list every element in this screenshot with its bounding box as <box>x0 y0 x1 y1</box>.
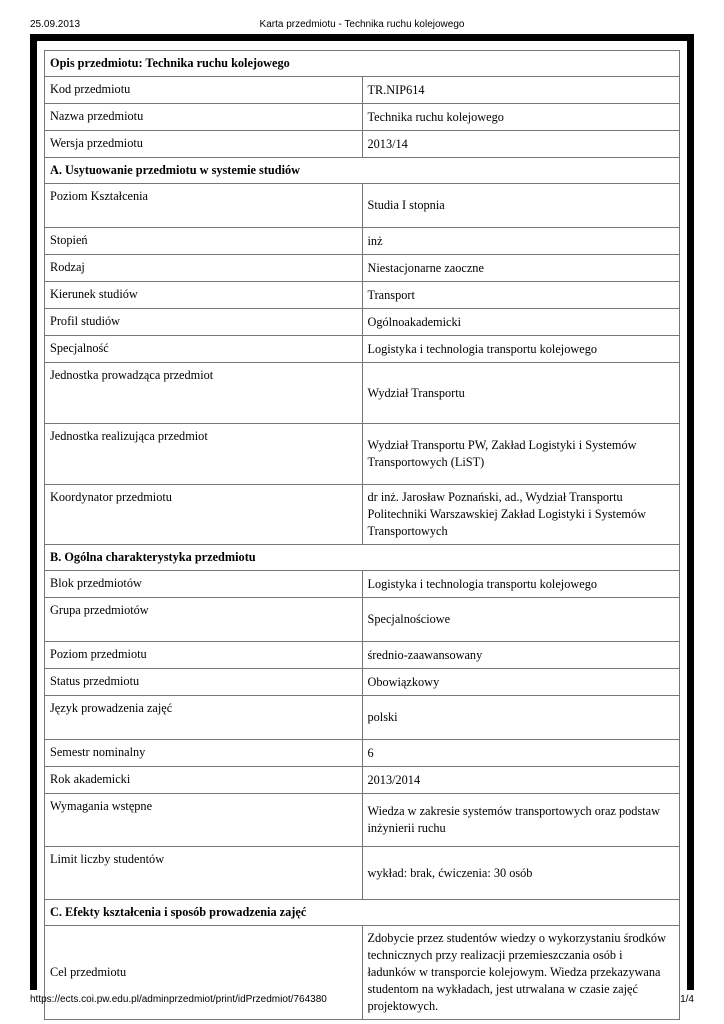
section-c-heading: C. Efekty kształcenia i sposób prowadzenia zajęć <box>45 900 680 926</box>
row-label: Jednostka realizująca przedmiot <box>45 424 363 485</box>
row-label: Wymagania wstępne <box>45 794 363 847</box>
row-value: Obowiązkowy <box>362 669 680 696</box>
table-row <box>45 669 680 696</box>
row-label: Jednostka prowadząca przedmiot <box>45 363 363 424</box>
row-label: Rok akademicki <box>45 767 363 794</box>
row-label: Wersja przedmiotu <box>45 131 363 158</box>
row-value: Logistyka i technologia transportu kolejowego <box>362 571 680 598</box>
table-row <box>45 309 680 336</box>
table-row <box>45 740 680 767</box>
row-value: 2013/14 <box>362 131 680 158</box>
table-row <box>45 282 680 309</box>
print-page-title: Karta przedmiotu - Technika ruchu kolejowego <box>259 19 465 30</box>
row-value: Ogólnoakademicki <box>362 309 680 336</box>
print-source-url: https://ects.coi.pw.edu.pl/adminprzedmiot/print/idPrzedmiot/764380 <box>30 994 327 1005</box>
row-value: Technika ruchu kolejowego <box>362 104 680 131</box>
row-label: Koordynator przedmiotu <box>45 485 363 545</box>
table-row <box>45 696 680 740</box>
table-row <box>45 424 680 485</box>
row-label: Język prowadzenia zajęć <box>45 696 363 740</box>
row-value: wykład: brak, ćwiczenia: 30 osób <box>362 847 680 900</box>
table-row <box>45 926 680 1020</box>
row-label: Stopień <box>45 228 363 255</box>
table-row <box>45 485 680 545</box>
row-label: Kierunek studiów <box>45 282 363 309</box>
table-row <box>45 228 680 255</box>
document-title: Opis przedmiotu: Technika ruchu kolejowego <box>45 51 680 77</box>
row-value: 6 <box>362 740 680 767</box>
row-label: Grupa przedmiotów <box>45 598 363 642</box>
row-label: Poziom przedmiotu <box>45 642 363 669</box>
row-label: Cel przedmiotu <box>45 926 363 1020</box>
table-row <box>45 847 680 900</box>
row-value: Wiedza w zakresie systemów transportowych oraz podstaw inżynierii ruchu <box>362 794 680 847</box>
row-label: Poziom Kształcenia <box>45 184 363 228</box>
row-value: Wydział Transportu PW, Zakład Logistyki i Systemów Transportowych (LiST) <box>362 424 680 485</box>
table-row <box>45 767 680 794</box>
row-label: Limit liczby studentów <box>45 847 363 900</box>
row-label: Blok przedmiotów <box>45 571 363 598</box>
table-row <box>45 104 680 131</box>
row-label: Rodzaj <box>45 255 363 282</box>
section-b-heading: B. Ogólna charakterystyka przedmiotu <box>45 545 680 571</box>
table-row <box>45 642 680 669</box>
row-label: Status przedmiotu <box>45 669 363 696</box>
table-row <box>45 336 680 363</box>
row-label: Profil studiów <box>45 309 363 336</box>
row-value: Transport <box>362 282 680 309</box>
table-row <box>45 598 680 642</box>
row-value: 2013/2014 <box>362 767 680 794</box>
row-value: Wydział Transportu <box>362 363 680 424</box>
row-label: Semestr nominalny <box>45 740 363 767</box>
row-label: Specjalność <box>45 336 363 363</box>
course-card-table <box>44 50 680 1020</box>
row-value: polski <box>362 696 680 740</box>
page-number: 1/4 <box>680 994 694 1005</box>
table-row <box>45 571 680 598</box>
row-value: Zdobycie przez studentów wiedzy o wykorzystaniu środków technicznych przy realizacji przemieszczania osób i ładunków w transporcie kolejowym. Wiedza przekazywana studentom na wykładach, jest utrwalana w czasie zajęć projektowych. <box>362 926 680 1020</box>
row-value: Niestacjonarne zaoczne <box>362 255 680 282</box>
row-value: dr inż. Jarosław Poznański, ad., Wydział Transportu Politechniki Warszawskiej Zakład Logistyki i Systemów Transportowych <box>362 485 680 545</box>
row-label: Kod przedmiotu <box>45 77 363 104</box>
table-row <box>45 184 680 228</box>
row-value: inż <box>362 228 680 255</box>
table-row <box>45 131 680 158</box>
row-label: Nazwa przedmiotu <box>45 104 363 131</box>
table-row <box>45 255 680 282</box>
table-row <box>45 794 680 847</box>
row-value: Specjalnościowe <box>362 598 680 642</box>
table-row <box>45 77 680 104</box>
print-date: 25.09.2013 <box>30 19 81 30</box>
table-row <box>45 363 680 424</box>
section-a-heading: A. Usytuowanie przedmiotu w systemie studiów <box>45 158 680 184</box>
row-value: Studia I stopnia <box>362 184 680 228</box>
row-value: TR.NIP614 <box>362 77 680 104</box>
row-value: Logistyka i technologia transportu kolejowego <box>362 336 680 363</box>
row-value: średnio-zaawansowany <box>362 642 680 669</box>
